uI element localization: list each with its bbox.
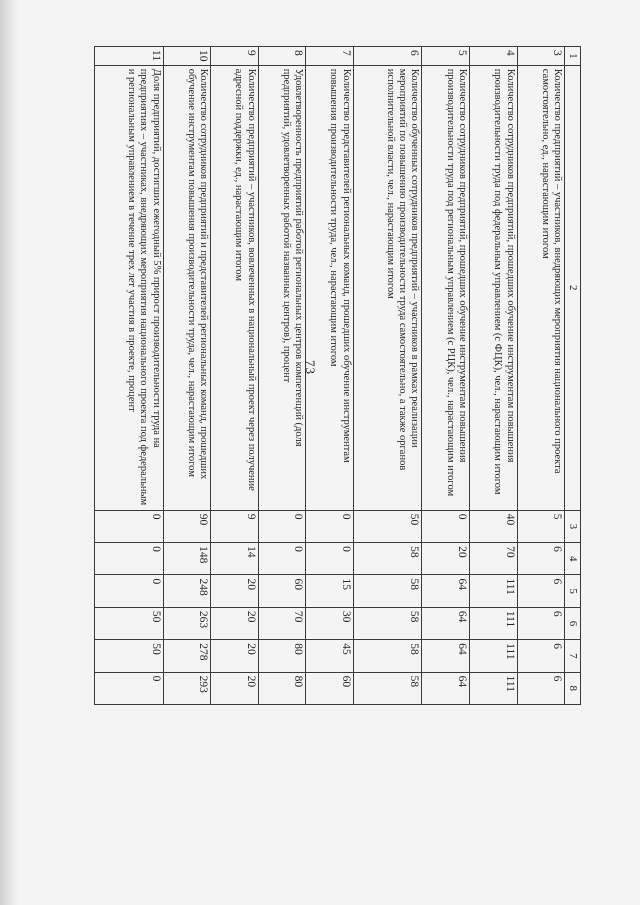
row-number: 5 [422,47,470,66]
value-cell: 111 [470,575,518,607]
indicator-description: Количество предприятий – участников, внедряющих мероприятия национального проекта самостоятельно, ед., нарастающим итогом [517,65,565,510]
indicator-description: Количество обученных сотрудников предприятий – участников в рамках реализации мероприятий по повышению производительности труда самостоятельно, а также органов исполнительной власти, чел., нарастающим итогом [353,65,422,510]
value-cell: 20 [211,575,259,607]
value-cell: 111 [470,607,518,639]
value-cell: 6 [517,672,565,704]
value-cell: 20 [211,607,259,639]
row-number: 7 [306,47,354,66]
value-cell: 70 [470,543,518,575]
value-cell: 9 [211,510,259,542]
value-cell: 0 [306,543,354,575]
table-row [163,47,211,705]
value-cell: 58 [353,575,422,607]
value-cell: 70 [258,607,306,639]
value-cell: 58 [353,607,422,639]
value-cell: 6 [517,607,565,639]
value-cell: 278 [163,640,211,672]
value-cell: 80 [258,640,306,672]
column-header: 6 [565,607,581,639]
value-cell: 15 [306,575,354,607]
value-cell: 148 [163,543,211,575]
value-cell: 0 [422,510,470,542]
column-header: 1 [565,47,581,66]
value-cell: 263 [163,607,211,639]
value-cell: 0 [306,510,354,542]
value-cell: 50 [353,510,422,542]
table-row [353,47,422,705]
value-cell: 0 [95,510,164,542]
value-cell: 6 [517,575,565,607]
value-cell: 111 [470,640,518,672]
value-cell: 0 [95,543,164,575]
page-edge-shadow [0,0,18,905]
indicator-description: Доля предприятий, достигших ежегодный 5% прирост производительности труда на предприятиях – участниках, внедряющих мероприятия национального проекта под федеральным и региональным управлением в течение трех лет участия в проекте, процент [95,65,164,510]
indicator-description: Количество сотрудников предприятий, прошедших обучение инструментам повышения производительности труда под региональным управлением (с РЦК), чел., нарастающим итогом [422,65,470,510]
value-cell: 64 [422,672,470,704]
value-cell: 58 [353,640,422,672]
table-row [258,47,306,705]
value-cell: 80 [258,672,306,704]
value-cell: 58 [353,543,422,575]
indicator-description: Количество сотрудников предприятий и представителей региональных команд, прошедших обучение инструментам повышения производительности труда, чел., нарастающим итогом [163,65,211,510]
value-cell: 64 [422,575,470,607]
table-row [470,47,518,705]
value-cell: 40 [470,510,518,542]
row-number: 6 [353,47,422,66]
value-cell: 30 [306,607,354,639]
row-number: 4 [470,47,518,66]
value-cell: 111 [470,672,518,704]
indicator-description: Количество сотрудников предприятий, прошедших обучение инструментам повышения производительности труда под федеральным управлением (с ФЦК), чел., нарастающим итогом [470,65,518,510]
table-row [422,47,470,705]
value-cell: 64 [422,640,470,672]
column-header: 8 [565,672,581,704]
row-number: 8 [258,47,306,66]
page-number: 73 [303,360,318,375]
column-header: 3 [565,510,581,542]
value-cell: 50 [95,607,164,639]
value-cell: 64 [422,607,470,639]
value-cell: 6 [517,543,565,575]
row-number: 9 [211,47,259,66]
indicator-table [94,46,581,705]
value-cell: 20 [211,672,259,704]
value-cell: 0 [258,543,306,575]
value-cell: 20 [422,543,470,575]
table-header-row [565,47,581,705]
row-number: 10 [163,47,211,66]
value-cell: 45 [306,640,354,672]
table-row [517,47,565,705]
table-row [95,47,164,705]
value-cell: 0 [95,672,164,704]
value-cell: 248 [163,575,211,607]
row-number: 11 [95,47,164,66]
indicator-description: Количество предприятий – участников, вовлеченных в национальный проект через получение адресной поддержки, ед., нарастающим итогом [211,65,259,510]
value-cell: 293 [163,672,211,704]
value-cell: 58 [353,672,422,704]
column-header: 4 [565,543,581,575]
value-cell: 0 [95,575,164,607]
value-cell: 20 [211,640,259,672]
indicator-description: Удовлетворенность предприятий работой региональных центров компетенций (доля предприятий, удовлетворенных работой названных центров), процент [258,65,306,510]
value-cell: 0 [258,510,306,542]
column-header: 2 [565,65,581,510]
row-number: 3 [517,47,565,66]
value-cell: 60 [306,672,354,704]
column-header: 7 [565,640,581,672]
column-header: 5 [565,575,581,607]
indicator-description: Количество представителей региональных команд, прошедших обучение инструментам повышения производительности труда, чел., нарастающим итогом [306,65,354,510]
value-cell: 14 [211,543,259,575]
value-cell: 50 [95,640,164,672]
value-cell: 60 [258,575,306,607]
value-cell: 6 [517,640,565,672]
value-cell: 90 [163,510,211,542]
value-cell: 5 [517,510,565,542]
indicator-table-container [94,46,581,705]
table-row [306,47,354,705]
table-row [211,47,259,705]
